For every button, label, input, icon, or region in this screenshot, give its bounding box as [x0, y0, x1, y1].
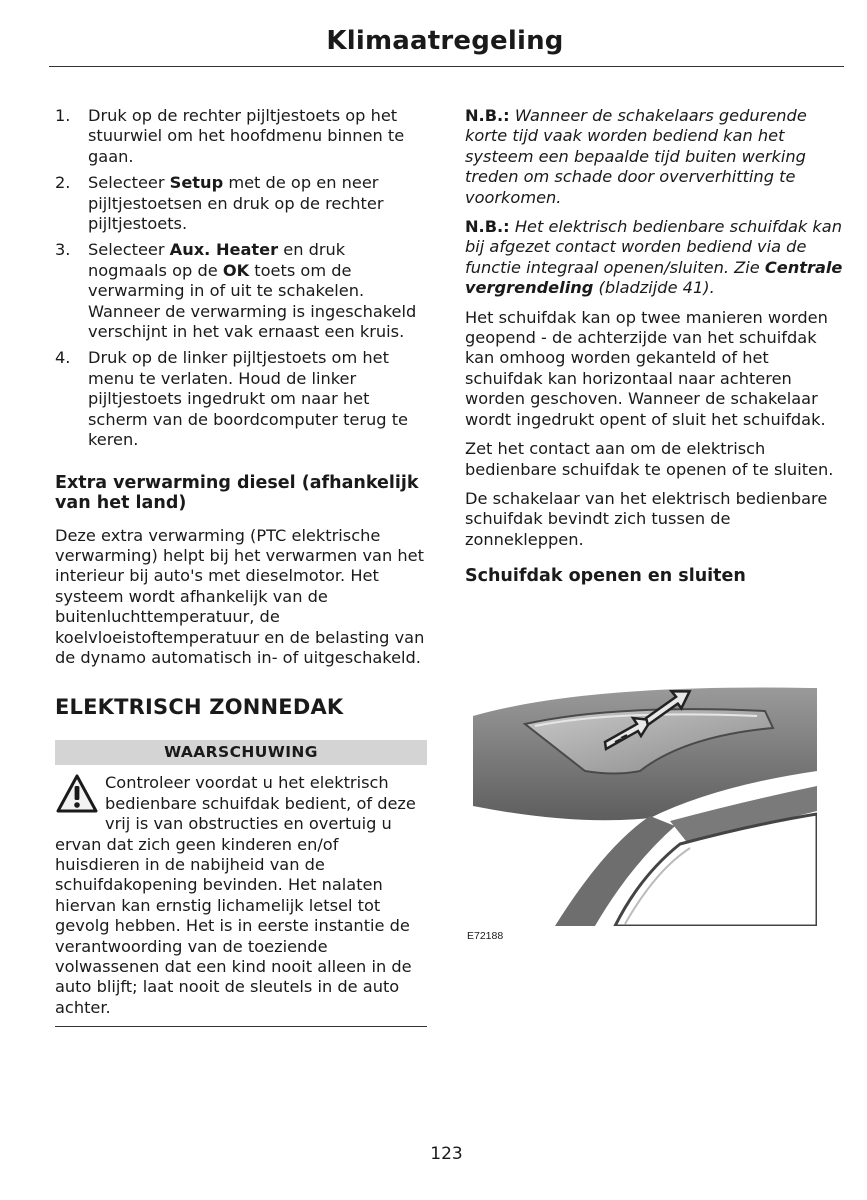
list-item: [55, 348, 427, 450]
page-header-title: Klimaatregeling: [326, 26, 564, 56]
warning-body: [55, 765, 427, 1018]
warning-box: [55, 740, 427, 1027]
sunroof-intro-text: Het schuifdak kan op twee manieren worden geopend - de achterzijde van het schuifdak kan omhoog worden gekanteld of het schuifdak kan horizontaal naar achteren worden geschoven. Wanneer de schakelaar wordt ingedrukt opent of sluit het schuifdak.: [465, 307, 828, 429]
list-item: [55, 173, 427, 234]
step-text: toets om de verwarming in of uit te schakelen. Wanneer de verwarming is ingeschakeld verschijnt in het vak ernaast een kruis.: [88, 260, 417, 342]
note-text: Het elektrisch bedienbare schuifdak kan bij afgezet contact worden bediend via de functie integraal openen/sluiten. Zie: [465, 217, 842, 277]
header-divider: [49, 66, 844, 67]
note-label: N.B.:: [465, 106, 510, 125]
step-number: 2.: [55, 173, 71, 193]
warning-heading: WAARSCHUWING: [55, 740, 427, 765]
sunroof-section-heading: ELEKTRISCH ZONNEDAK: [55, 695, 344, 720]
note-label: N.B.:: [465, 217, 510, 237]
note-central-locking: [465, 217, 845, 299]
extra-heater-text: Deze extra verwarming (PTC elektrische verwarming) helpt bij het verwarmen van het interieur bij auto's met dieselmotor. Het systeem wordt afhankelijk van de buitenluchttemperatuur, de koelvloeistoftemperatuur en de belasting van de dynamo automatisch in- of uitgeschakeld.: [55, 525, 425, 667]
step-text: Selecteer: [88, 173, 170, 193]
cross-reference-link[interactable]: Centrale vergrendeling: [465, 257, 843, 298]
switch-location-text: De schakelaar van het elektrisch bedienbare schuifdak bevindt zich tussen de zonnekleppen.: [465, 488, 828, 549]
page-number: 123: [430, 1144, 463, 1164]
step-text: Selecteer: [88, 240, 170, 260]
step-text: Druk op de linker pijltjestoets om het menu te verlaten. Houd de linker pijltjestoets ingedrukt om naar het scherm van de boordcomputer terug te keren.: [88, 348, 409, 450]
warning-bottom-rule: [55, 1026, 427, 1027]
step-text: met de op en neer pijltjestoetsen en druk op de rechter pijltjestoets.: [88, 173, 384, 234]
note-text: Wanneer de schakelaars gedurende korte tijd vaak worden bediend kan het systeem een bepaalde tijd buiten werking treden om schade door oververhitting te voorkomen.: [465, 106, 807, 207]
extra-heater-heading: Extra verwarming diesel (afhankelijk van het land): [55, 472, 419, 513]
step-keyword: OK: [222, 260, 250, 280]
step-keyword: Aux. Heater: [169, 240, 279, 260]
list-item: [55, 106, 427, 167]
page-reference: (bladzijde 41).: [593, 278, 715, 298]
left-column: [55, 106, 427, 1027]
sunroof-illustration: [465, 676, 817, 926]
list-item: [55, 240, 427, 342]
step-keyword: Setup: [169, 173, 224, 193]
right-column: [465, 106, 845, 586]
open-close-heading: Schuifdak openen en sluiten: [465, 566, 746, 587]
figure-code: E72188: [467, 930, 504, 942]
step-text: Druk op de rechter pijltjestoets op het stuurwiel om het hoofdmenu binnen te gaan.: [88, 106, 405, 166]
step-number: 3.: [55, 240, 71, 260]
setup-steps-list: [55, 106, 427, 451]
ignition-text: Zet het contact aan om de elektrisch bedienbare schuifdak te openen of te sluiten.: [465, 439, 834, 479]
warning-text: Controleer voordat u het elektrisch bedienbare schuifdak bedient, of deze vrij is van obstructies en overtuig u ervan dat zich geen kinderen en/of huisdieren in de nabijheid van de schuifdakopening bevinden. Het nalaten hiervan kan ernstig lichamelijk letsel tot gevolg hebben. Het is in eerste instantie de verantwoording van de toeziende volwassenen dat een kind nooit alleen in de auto blijft; laat nooit de sleutels in de auto achter.: [55, 773, 416, 1017]
step-number: 4.: [55, 348, 71, 368]
step-number: 1.: [55, 106, 71, 125]
step-text: en druk nogmaals op de: [88, 240, 346, 280]
note-overheat: [465, 106, 845, 208]
warning-triangle-icon: [55, 773, 99, 815]
